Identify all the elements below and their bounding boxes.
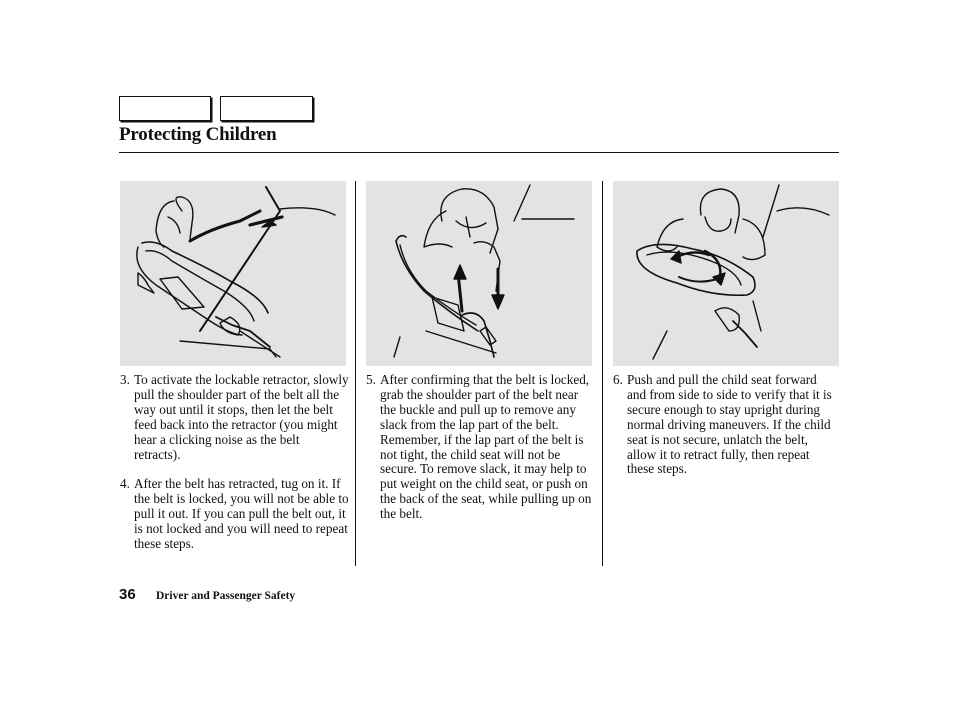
column-divider-1: [355, 181, 356, 566]
step-5-illustration: [366, 181, 592, 366]
step-3-illustration: [120, 181, 346, 366]
step-text: To activate the lockable retractor, slowly pull the shoulder part of the belt all the way out until it stops, then let the belt feed back into the retractor (you might hear a clicking noise as the belt retracts).: [134, 372, 349, 462]
title-divider: [119, 152, 839, 153]
step-number: 5.: [366, 372, 376, 387]
step-number: 6.: [613, 372, 623, 387]
section-name: Driver and Passenger Safety: [156, 590, 296, 602]
step-6-illustration: [613, 181, 839, 366]
column-divider-2: [602, 181, 603, 566]
page-title: Protecting Children: [119, 124, 277, 145]
nav-button-2[interactable]: [220, 96, 313, 121]
step-text: After confirming that the belt is locked, grab the shoulder part of the belt near the buckle and pull up to remove any slack from the lap part of the belt. Remember, if the lap part of the belt is not tight, the child seat will not be secure. To remove slack, it may help to put weight on the child seat, or push on the back of the seat, while pulling up on the belt.: [380, 372, 592, 522]
step-text: After the belt has retracted, tug on it. If the belt is locked, you will not be able to pull it out. If you can pull the belt out, it is not locked and you will need to repeat these steps.: [134, 476, 349, 551]
step-number: 3.: [120, 372, 130, 387]
step-number: 4.: [120, 476, 130, 491]
step-text: Push and pull the child seat forward and from side to side to verify that it is secure enough to stay upright during normal driving maneuvers. If the child seat is not secure, unlatch the belt, allow it to retract fully, then repeat these steps.: [627, 372, 832, 477]
nav-button-1[interactable]: [119, 96, 211, 121]
page-number: 36: [119, 586, 136, 603]
